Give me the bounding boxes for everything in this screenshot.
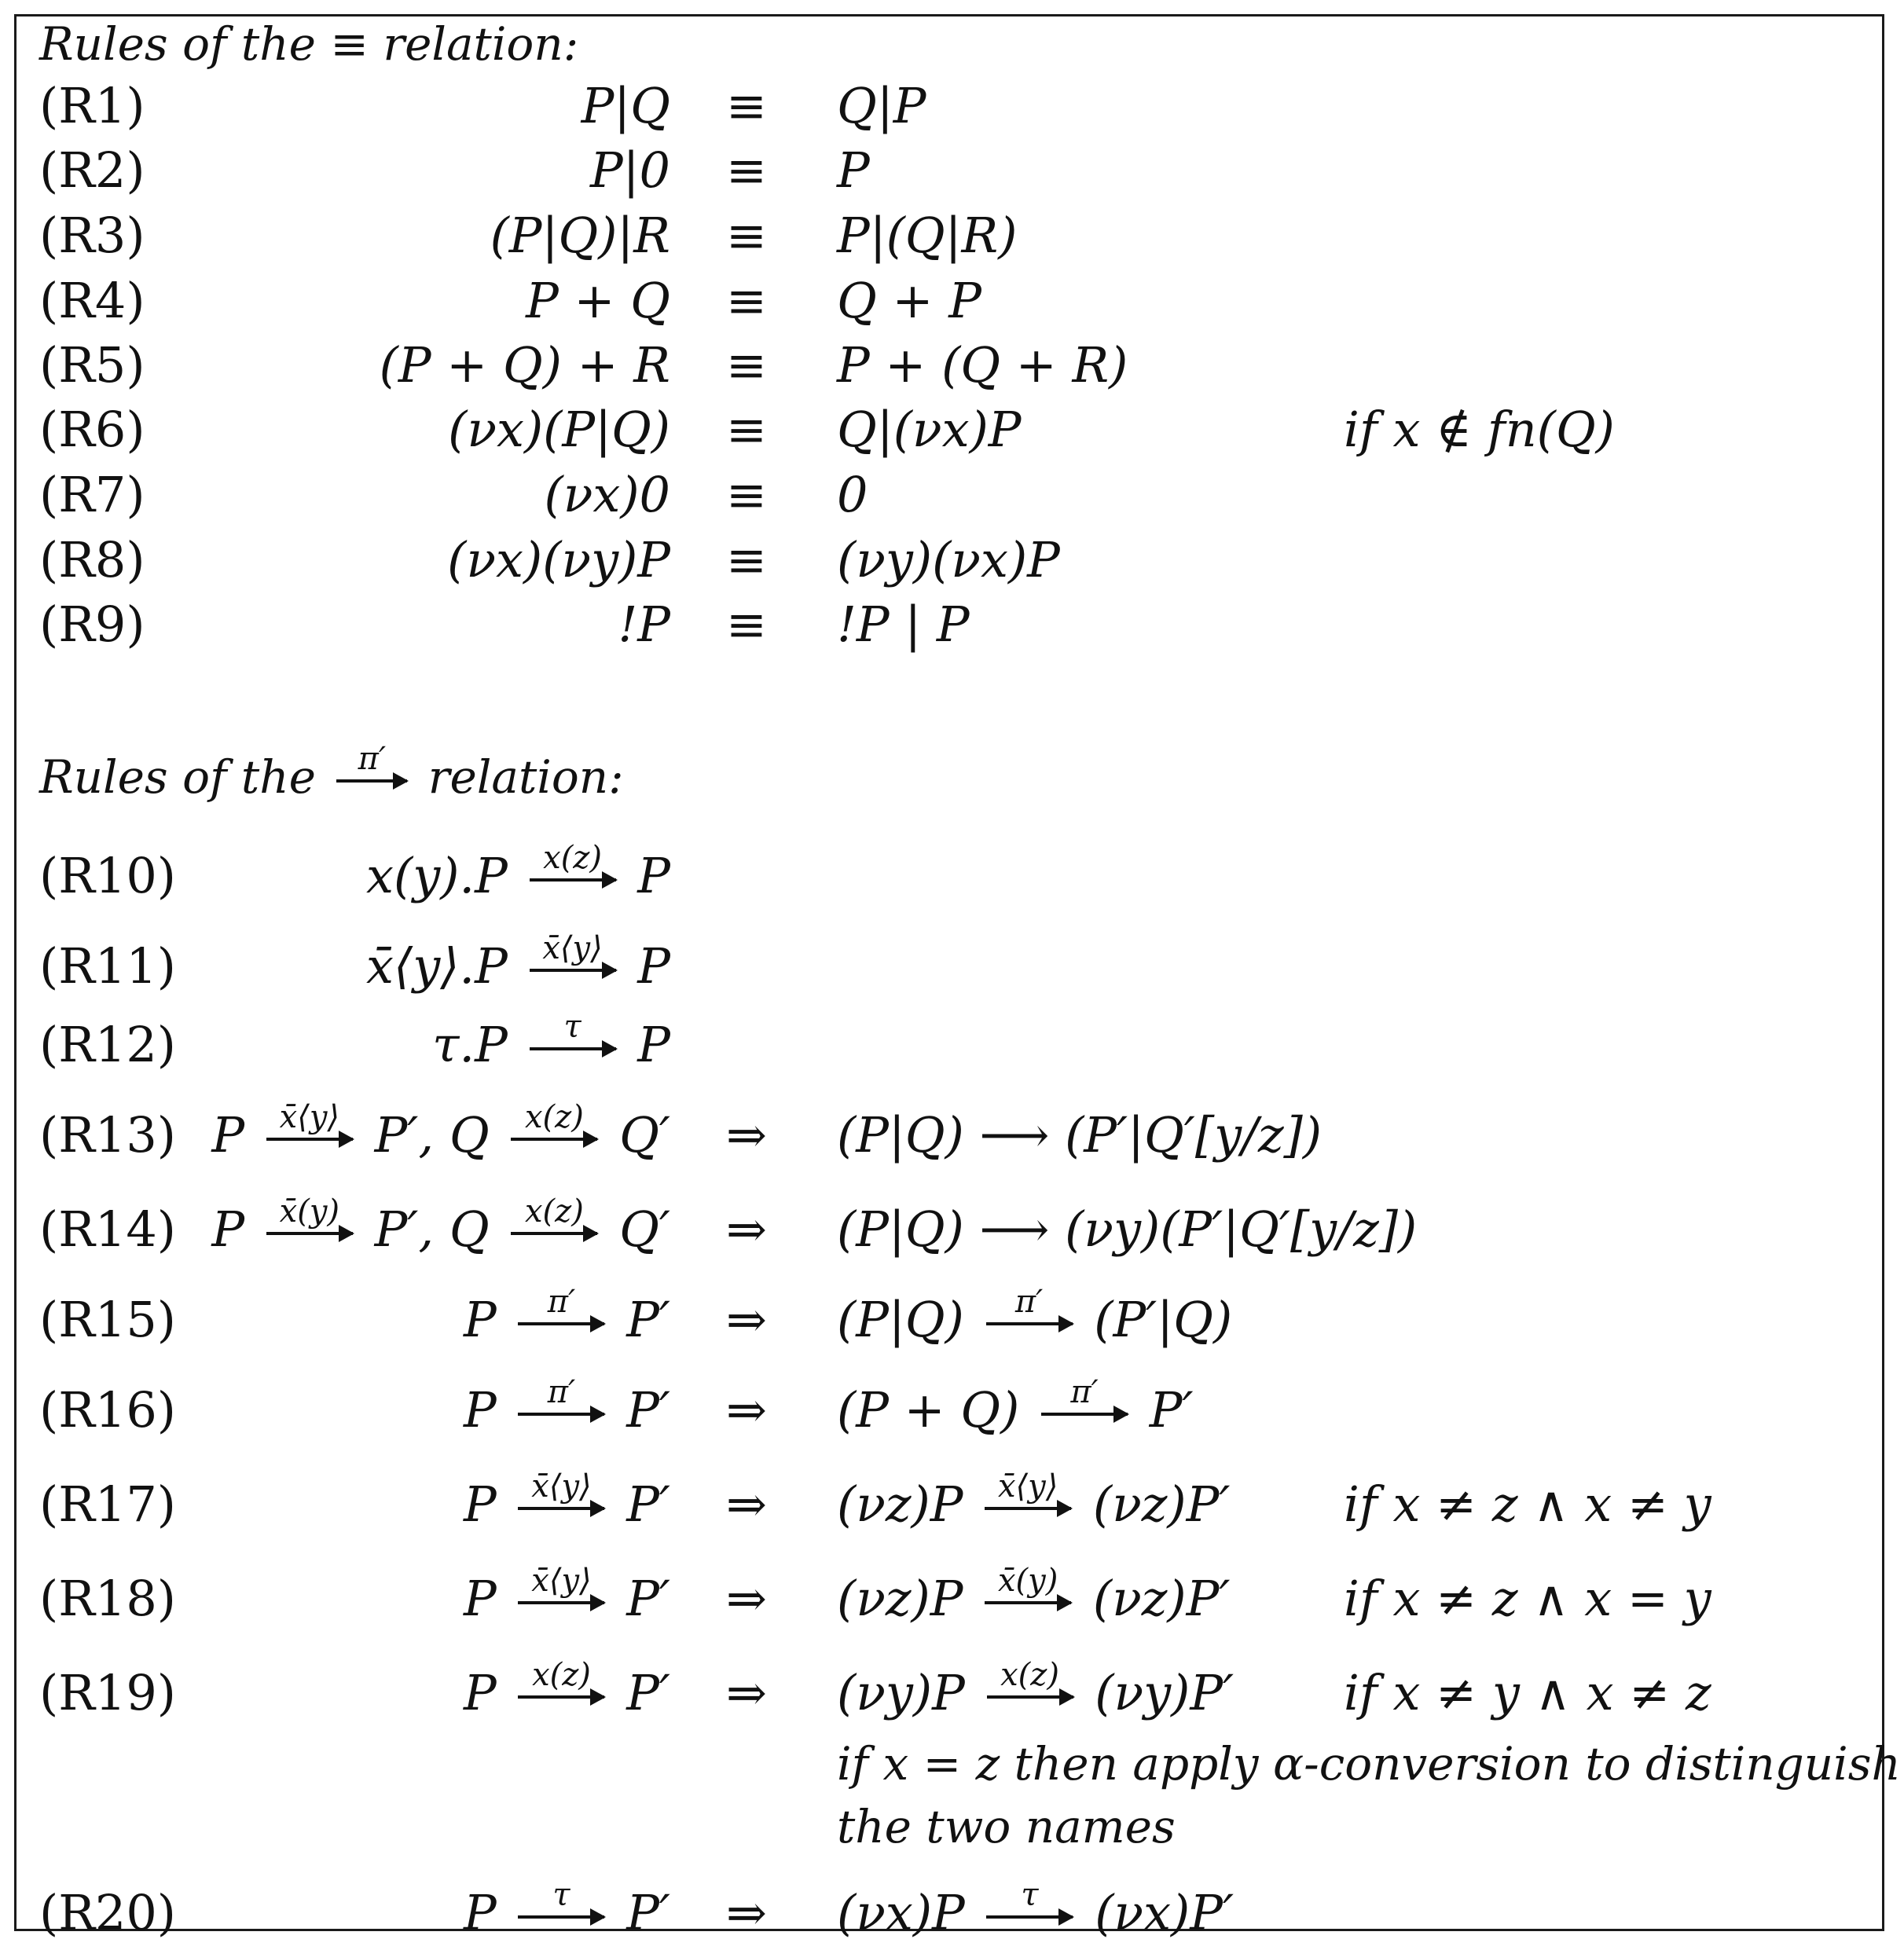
labelled-arrow [530,929,616,972]
rule-label: (R16) [39,1381,176,1439]
equiv-rule-row [0,266,1904,336]
arrow-label: x(z) [524,1098,584,1135]
rule-rhs: (P|Q) ⟶ (νy)(P′|Q′[y/z]) [837,1200,1418,1258]
rule-op: ⇒ [726,1570,767,1627]
trans-rule-row [0,1469,1904,1540]
rule-op: ≡ [726,596,767,653]
rule-cond: if x ≠ y ∧ x ≠ z [1344,1664,1711,1721]
rule-label: (R14) [39,1200,176,1258]
trans-rule-row [0,1194,1904,1265]
rule-rhs: P [837,141,870,199]
rule-cond: if x ≠ z ∧ x = y [1344,1570,1711,1627]
trans-rule-row [0,1375,1904,1446]
arrow-label: x̄⟨y⟩ [531,1468,592,1505]
rule-rhs: (νy)(νx)P [837,531,1060,588]
equiv-rule-row [0,589,1904,660]
rule-label: (R9) [39,596,145,653]
rule-lhs: P π′ P′ [464,1373,670,1439]
rule-op: ⇒ [726,1106,767,1164]
rule-lhs: P + Q [526,272,670,329]
labelled-arrow [266,1193,353,1235]
r19-note-line-2: the two names [837,1800,1176,1853]
arrow-label: τ [552,1876,570,1913]
rule-op: ⇒ [726,1200,767,1258]
trans-rule-row [0,1878,1904,1948]
arrow-label: x̄⟨y⟩ [542,929,603,966]
rule-rhs: !P | P [837,596,970,653]
rule-label: (R5) [39,336,145,394]
rule-label: (R2) [39,141,145,199]
arrow-label: x̄⟨y⟩ [997,1468,1058,1505]
labelled-arrow [530,839,616,882]
labelled-arrow [518,1562,604,1604]
labelled-arrow [511,1193,597,1235]
rule-label: (R17) [39,1475,176,1533]
rule-label: (R15) [39,1291,176,1348]
rule-rhs: Q|(νx)P [837,401,1022,458]
trans-rule-row [0,1285,1904,1355]
labelled-arrow [518,1373,604,1416]
labelled-arrow [518,1283,604,1325]
rule-op: ≡ [726,141,767,199]
rule-lhs: P|0 [589,141,670,199]
labelled-arrow [518,1468,604,1510]
rule-rhs: (P|Q) π′ (P′|Q) [837,1283,1233,1348]
rule-lhs: P τ P′ [464,1876,670,1941]
arrow-label: π′ [1070,1373,1099,1410]
equiv-rule-row [0,525,1904,596]
labelled-arrow [985,1562,1071,1604]
rule-op: ⇒ [726,1664,767,1721]
rule-rhs: (P|Q) ⟶ (P′|Q′[y/z]) [837,1106,1323,1164]
rule-lhs: x(y).P x(z) P [366,839,670,904]
rule-op: ≡ [726,77,767,134]
arrow-label: τ [1021,1876,1039,1913]
rule-op: ≡ [726,531,767,588]
labelled-arrow [518,1876,604,1919]
rule-rhs: Q + P [837,272,981,329]
rule-label: (R8) [39,531,145,588]
arrow-label: x(z) [532,1656,591,1693]
rule-label: (R20) [39,1884,176,1941]
rule-cond: if x ∉ fn(Q) [1344,401,1615,458]
rule-cond: if x ≠ z ∧ x ≠ y [1344,1475,1711,1533]
rule-rhs: (νx)P τ (νx)P′ [837,1876,1234,1941]
arrow-label: x̄(y) [997,1562,1058,1599]
trans-rule-row [0,931,1904,1002]
trans-rule-row [0,1658,1904,1728]
equiv-rule-row [0,135,1904,206]
labelled-arrow [511,1098,597,1141]
rule-lhs: x̄⟨y⟩.P x̄⟨y⟩ P [366,929,670,995]
rule-lhs: P x̄⟨y⟩ P′ [464,1468,670,1533]
rule-label: (R13) [39,1106,176,1164]
rule-rhs: 0 [837,466,868,523]
equiv-rule-row [0,71,1904,141]
arrow-label: π′ [547,1373,576,1410]
rule-lhs: !P [618,596,670,653]
trans-rule-row [0,841,1904,911]
rule-rhs: (νz)P x̄(y) (νz)P′ [837,1562,1231,1627]
rule-rhs: (νz)P x̄⟨y⟩ (νz)P′ [837,1468,1231,1533]
rule-op: ⇒ [726,1475,767,1533]
rule-lhs: P x̄⟨y⟩ P′ [464,1562,670,1627]
rule-lhs: P x̄⟨y⟩ P′, Q x(z) Q′ [211,1098,670,1164]
rule-label: (R1) [39,77,145,134]
rule-label: (R7) [39,466,145,523]
rule-lhs: (νx)(νy)P [447,531,670,588]
arrow-label: π′ [1014,1283,1044,1320]
rule-op: ≡ [726,466,767,523]
rule-rhs: P + (Q + R) [837,336,1128,394]
labelled-arrow [987,1656,1073,1699]
labelled-arrow [266,1098,353,1141]
rule-lhs: P x(z) P′ [464,1656,670,1721]
labelled-arrow [986,1876,1073,1919]
rule-rhs: P|(Q|R) [837,207,1018,264]
heading-equiv: Rules of the ≡ relation: [39,17,579,71]
rule-label: (R6) [39,401,145,458]
labelled-arrow [518,1656,604,1699]
rule-label: (R4) [39,272,145,329]
rule-lhs: τ.P τ P [432,1008,670,1073]
rule-label: (R18) [39,1570,176,1627]
equiv-rule-row [0,460,1904,530]
heading-trans: Rules of the π′ relation: [39,740,624,804]
rule-lhs: (νx)(P|Q) [448,401,670,458]
rule-label: (R10) [39,847,176,904]
rule-lhs: P x̄(y) P′, Q x(z) Q′ [211,1193,670,1258]
rule-op: ⇒ [726,1884,767,1941]
rule-op: ≡ [726,272,767,329]
rule-lhs: (P + Q) + R [379,336,670,394]
r19-note-line-1: if x = z then apply α-conversion to distinguish [837,1737,1901,1791]
rule-lhs: P π′ P′ [464,1283,670,1348]
rule-lhs: P|Q [581,77,670,134]
rule-lhs: (νx)0 [544,466,670,523]
rule-op: ≡ [726,401,767,458]
equiv-rule-row [0,330,1904,401]
arrow-label: x(z) [524,1193,584,1230]
rule-label: (R19) [39,1664,176,1721]
arrow-label: x(z) [543,839,602,876]
labelled-arrow [530,1008,616,1050]
arrow-label: x̄(y) [279,1193,340,1230]
rule-op: ⇒ [726,1381,767,1439]
arrow-label: x̄⟨y⟩ [531,1562,592,1599]
equiv-rule-row [0,394,1904,465]
arrow-label: π′ [358,740,387,777]
rule-label: (R12) [39,1016,176,1073]
rule-op: ≡ [726,336,767,394]
equiv-rule-row [0,200,1904,271]
arrow-label: x̄⟨y⟩ [279,1098,340,1135]
heading-arrow [336,740,407,783]
labelled-arrow [985,1468,1071,1510]
labelled-arrow [986,1283,1073,1325]
rule-label: (R3) [39,207,145,264]
rule-label: (R11) [39,937,176,995]
arrow-label: x(z) [1000,1656,1059,1693]
rule-rhs: (νy)P x(z) (νy)P′ [837,1656,1234,1721]
rule-op: ≡ [726,207,767,264]
rule-lhs: (P|Q)|R [490,207,670,264]
trans-rule-row [0,1563,1904,1634]
arrow-label: τ [563,1008,581,1045]
rule-rhs: Q|P [837,77,926,134]
labelled-arrow [1041,1373,1128,1416]
rule-op: ⇒ [726,1291,767,1348]
trans-rule-row [0,1100,1904,1171]
trans-rule-row [0,1010,1904,1080]
arrow-label: π′ [547,1283,576,1320]
rule-rhs: (P + Q) π′ P′ [837,1373,1194,1439]
